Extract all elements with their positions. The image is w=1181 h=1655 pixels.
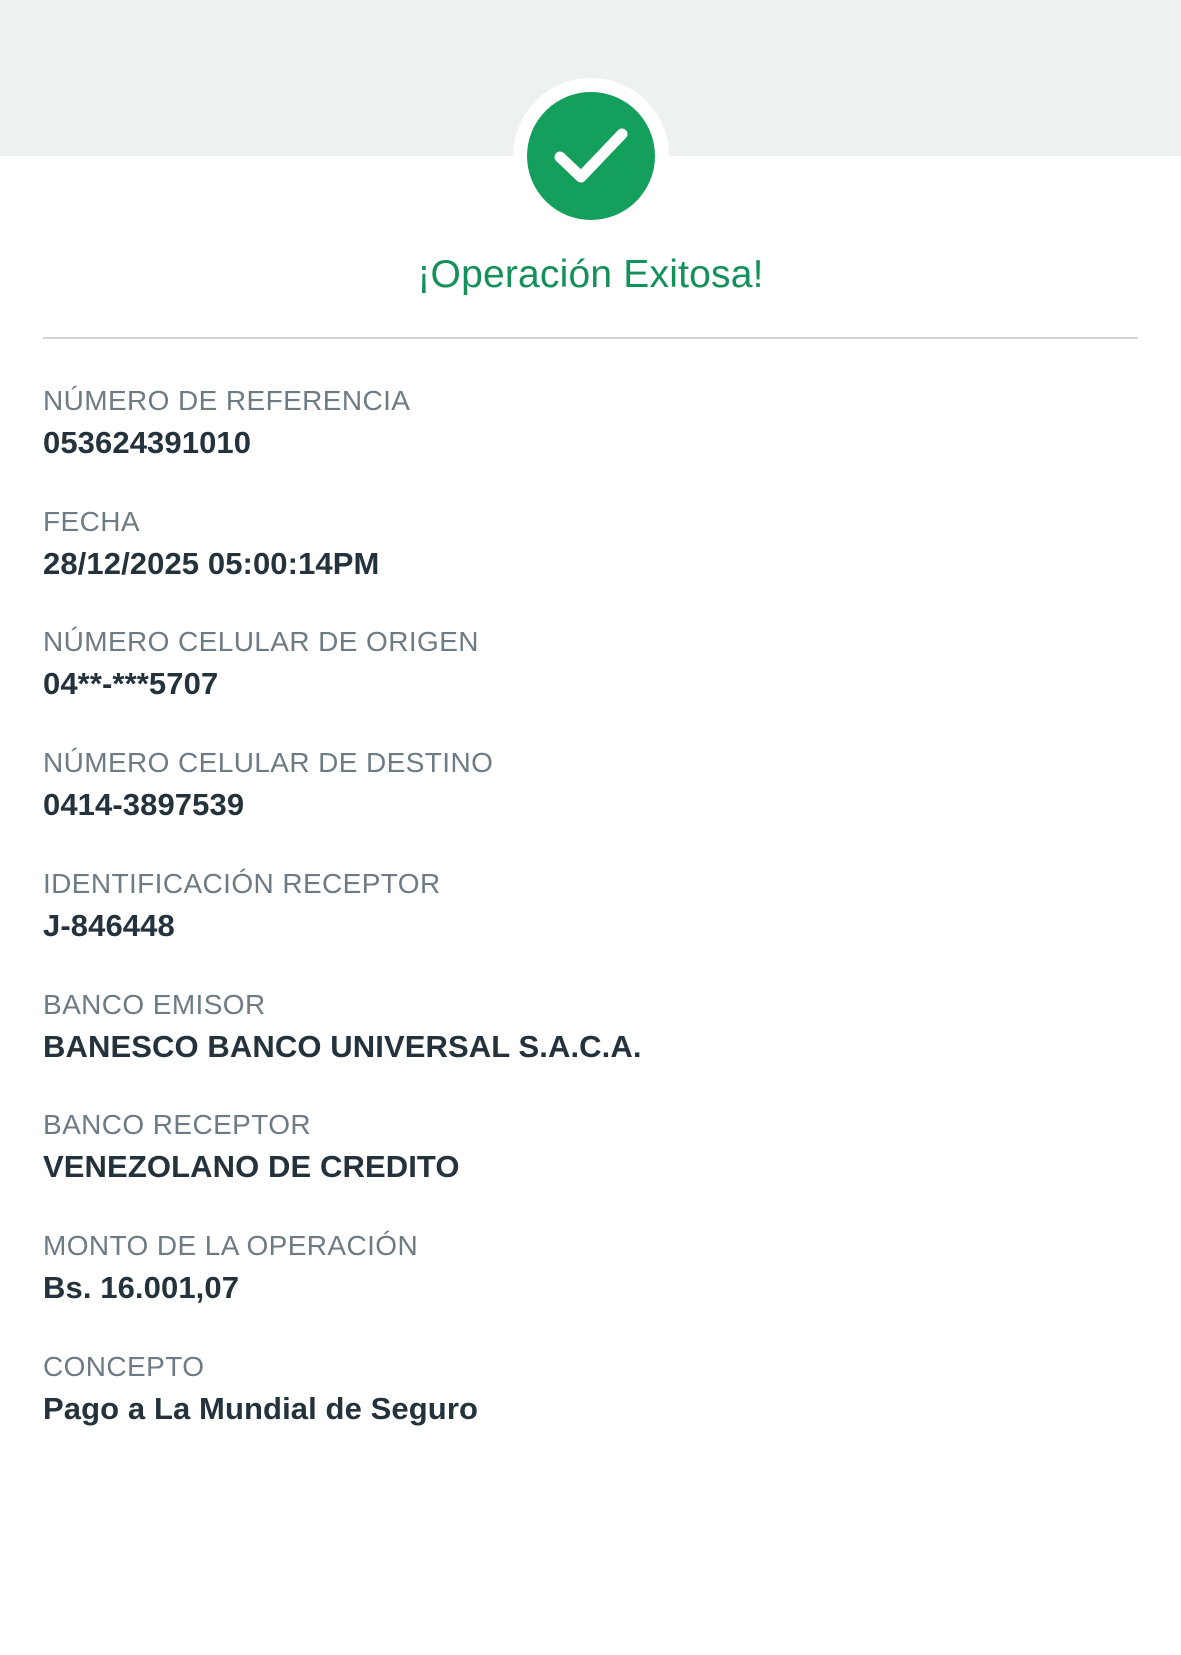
receipt-field-list: [0, 339, 1181, 1489]
field-label: NÚMERO CELULAR DE ORIGEN: [43, 626, 479, 658]
field-label: NÚMERO CELULAR DE DESTINO: [43, 747, 494, 779]
page-title: ¡Operación Exitosa!: [417, 253, 764, 296]
field-label: MONTO DE LA OPERACIÓN: [43, 1230, 419, 1262]
field-label: NÚMERO DE REFERENCIA: [43, 384, 411, 416]
list-item: [43, 504, 1138, 584]
field-label: FECHA: [43, 505, 140, 537]
field-value: Bs. 16.001,07: [43, 1270, 240, 1306]
field-label: BANCO RECEPTOR: [43, 1109, 312, 1141]
list-item: [43, 1107, 1138, 1187]
field-value: Pago a La Mundial de Seguro: [43, 1390, 479, 1426]
field-value: VENEZOLANO DE CREDITO: [43, 1149, 460, 1185]
list-item: [43, 624, 1138, 704]
list-item: [43, 745, 1138, 825]
field-value: 053624391010: [43, 424, 252, 460]
field-value: J-846448: [43, 907, 175, 943]
field-label: CONCEPTO: [43, 1350, 205, 1382]
list-item: [43, 1228, 1138, 1308]
field-label: BANCO EMISOR: [43, 988, 266, 1020]
field-value: 28/12/2025 05:00:14PM: [43, 545, 380, 581]
field-value: BANESCO BANCO UNIVERSAL S.A.C.A.: [43, 1028, 642, 1064]
list-item: [43, 987, 1138, 1067]
list-item: [43, 383, 1138, 463]
field-value: 04**-***5707: [43, 666, 219, 702]
list-item: [43, 866, 1138, 946]
field-value: 0414-3897539: [43, 787, 245, 823]
field-label: IDENTIFICACIÓN RECEPTOR: [43, 867, 441, 899]
list-item: [43, 1349, 1138, 1429]
